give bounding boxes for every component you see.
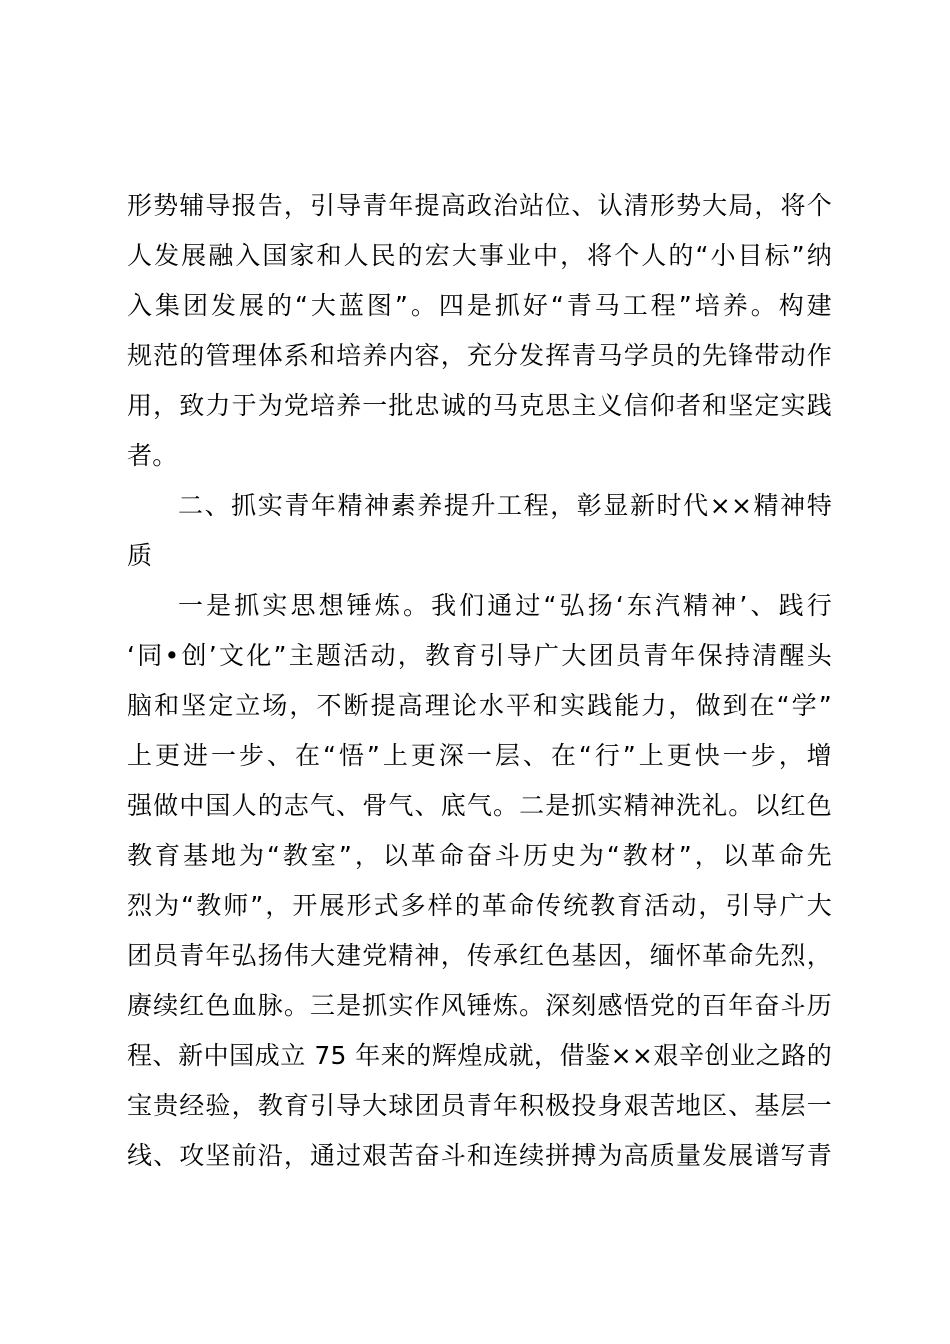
paragraph-line-3: 入集团发展的“大蓝图”。四是抓好“青马工程”培养。构建 (127, 291, 832, 320)
paragraph-line-13: 烈为“教师”，开展形式多样的革命传统教育活动，引导广大 (127, 891, 832, 920)
paragraph-line-14: 团员青年弘扬伟大建党精神，传承红色基因，缅怀革命先烈， (127, 941, 832, 970)
paragraph-line-16: 程、新中国成立 75 年来的辉煌成就，借鉴××艰辛创业之路的 (127, 1041, 832, 1070)
paragraph-line-8: ‘同•创’文化”主题活动，教育引导广大团员青年保持清醒头 (127, 641, 832, 670)
paragraph-line-15: 赓续红色血脉。三是抓实作风锤炼。深刻感悟党的百年奋斗历 (127, 991, 832, 1020)
paragraph-line-18: 线、攻坚前沿，通过艰苦奋斗和连续拼搏为高质量发展谱写青 (127, 1141, 832, 1170)
paragraph-line-7: 一是抓实思想锤炼。我们通过“弘扬‘东汽精神’、践行 (178, 591, 832, 620)
paragraph-line-10: 上更进一步、在“悟”上更深一层、在“行”上更快一步，增 (127, 741, 832, 770)
paragraph-line-11: 强做中国人的志气、骨气、底气。二是抓实精神洗礼。以红色 (127, 791, 832, 820)
paragraph-line-12: 教育基地为“教室”，以革命奋斗历史为“教材”，以革命先 (127, 841, 832, 870)
paragraph-line-5: 用，致力于为党培养一批忠诚的马克思主义信仰者和坚定实践 (127, 391, 832, 420)
paragraph-line-1: 形势辅导报告，引导青年提高政治站位、认清形势大局，将个 (127, 191, 832, 220)
section-heading-line-2: 质 (127, 541, 153, 570)
paragraph-line-9: 脑和坚定立场，不断提高理论水平和实践能力，做到在“学” (127, 691, 832, 720)
paragraph-line-4: 规范的管理体系和培养内容，充分发挥青马学员的先锋带动作 (127, 341, 832, 370)
paragraph-line-6: 者。 (127, 441, 178, 470)
paragraph-line-2: 人发展融入国家和人民的宏大事业中，将个人的“小目标”纳 (127, 241, 832, 270)
paragraph-line-17: 宝贵经验，教育引导大球团员青年积极投身艰苦地区、基层一 (127, 1091, 832, 1120)
section-heading-line-1: 二、抓实青年精神素养提升工程，彰显新时代××精神特 (178, 491, 832, 520)
